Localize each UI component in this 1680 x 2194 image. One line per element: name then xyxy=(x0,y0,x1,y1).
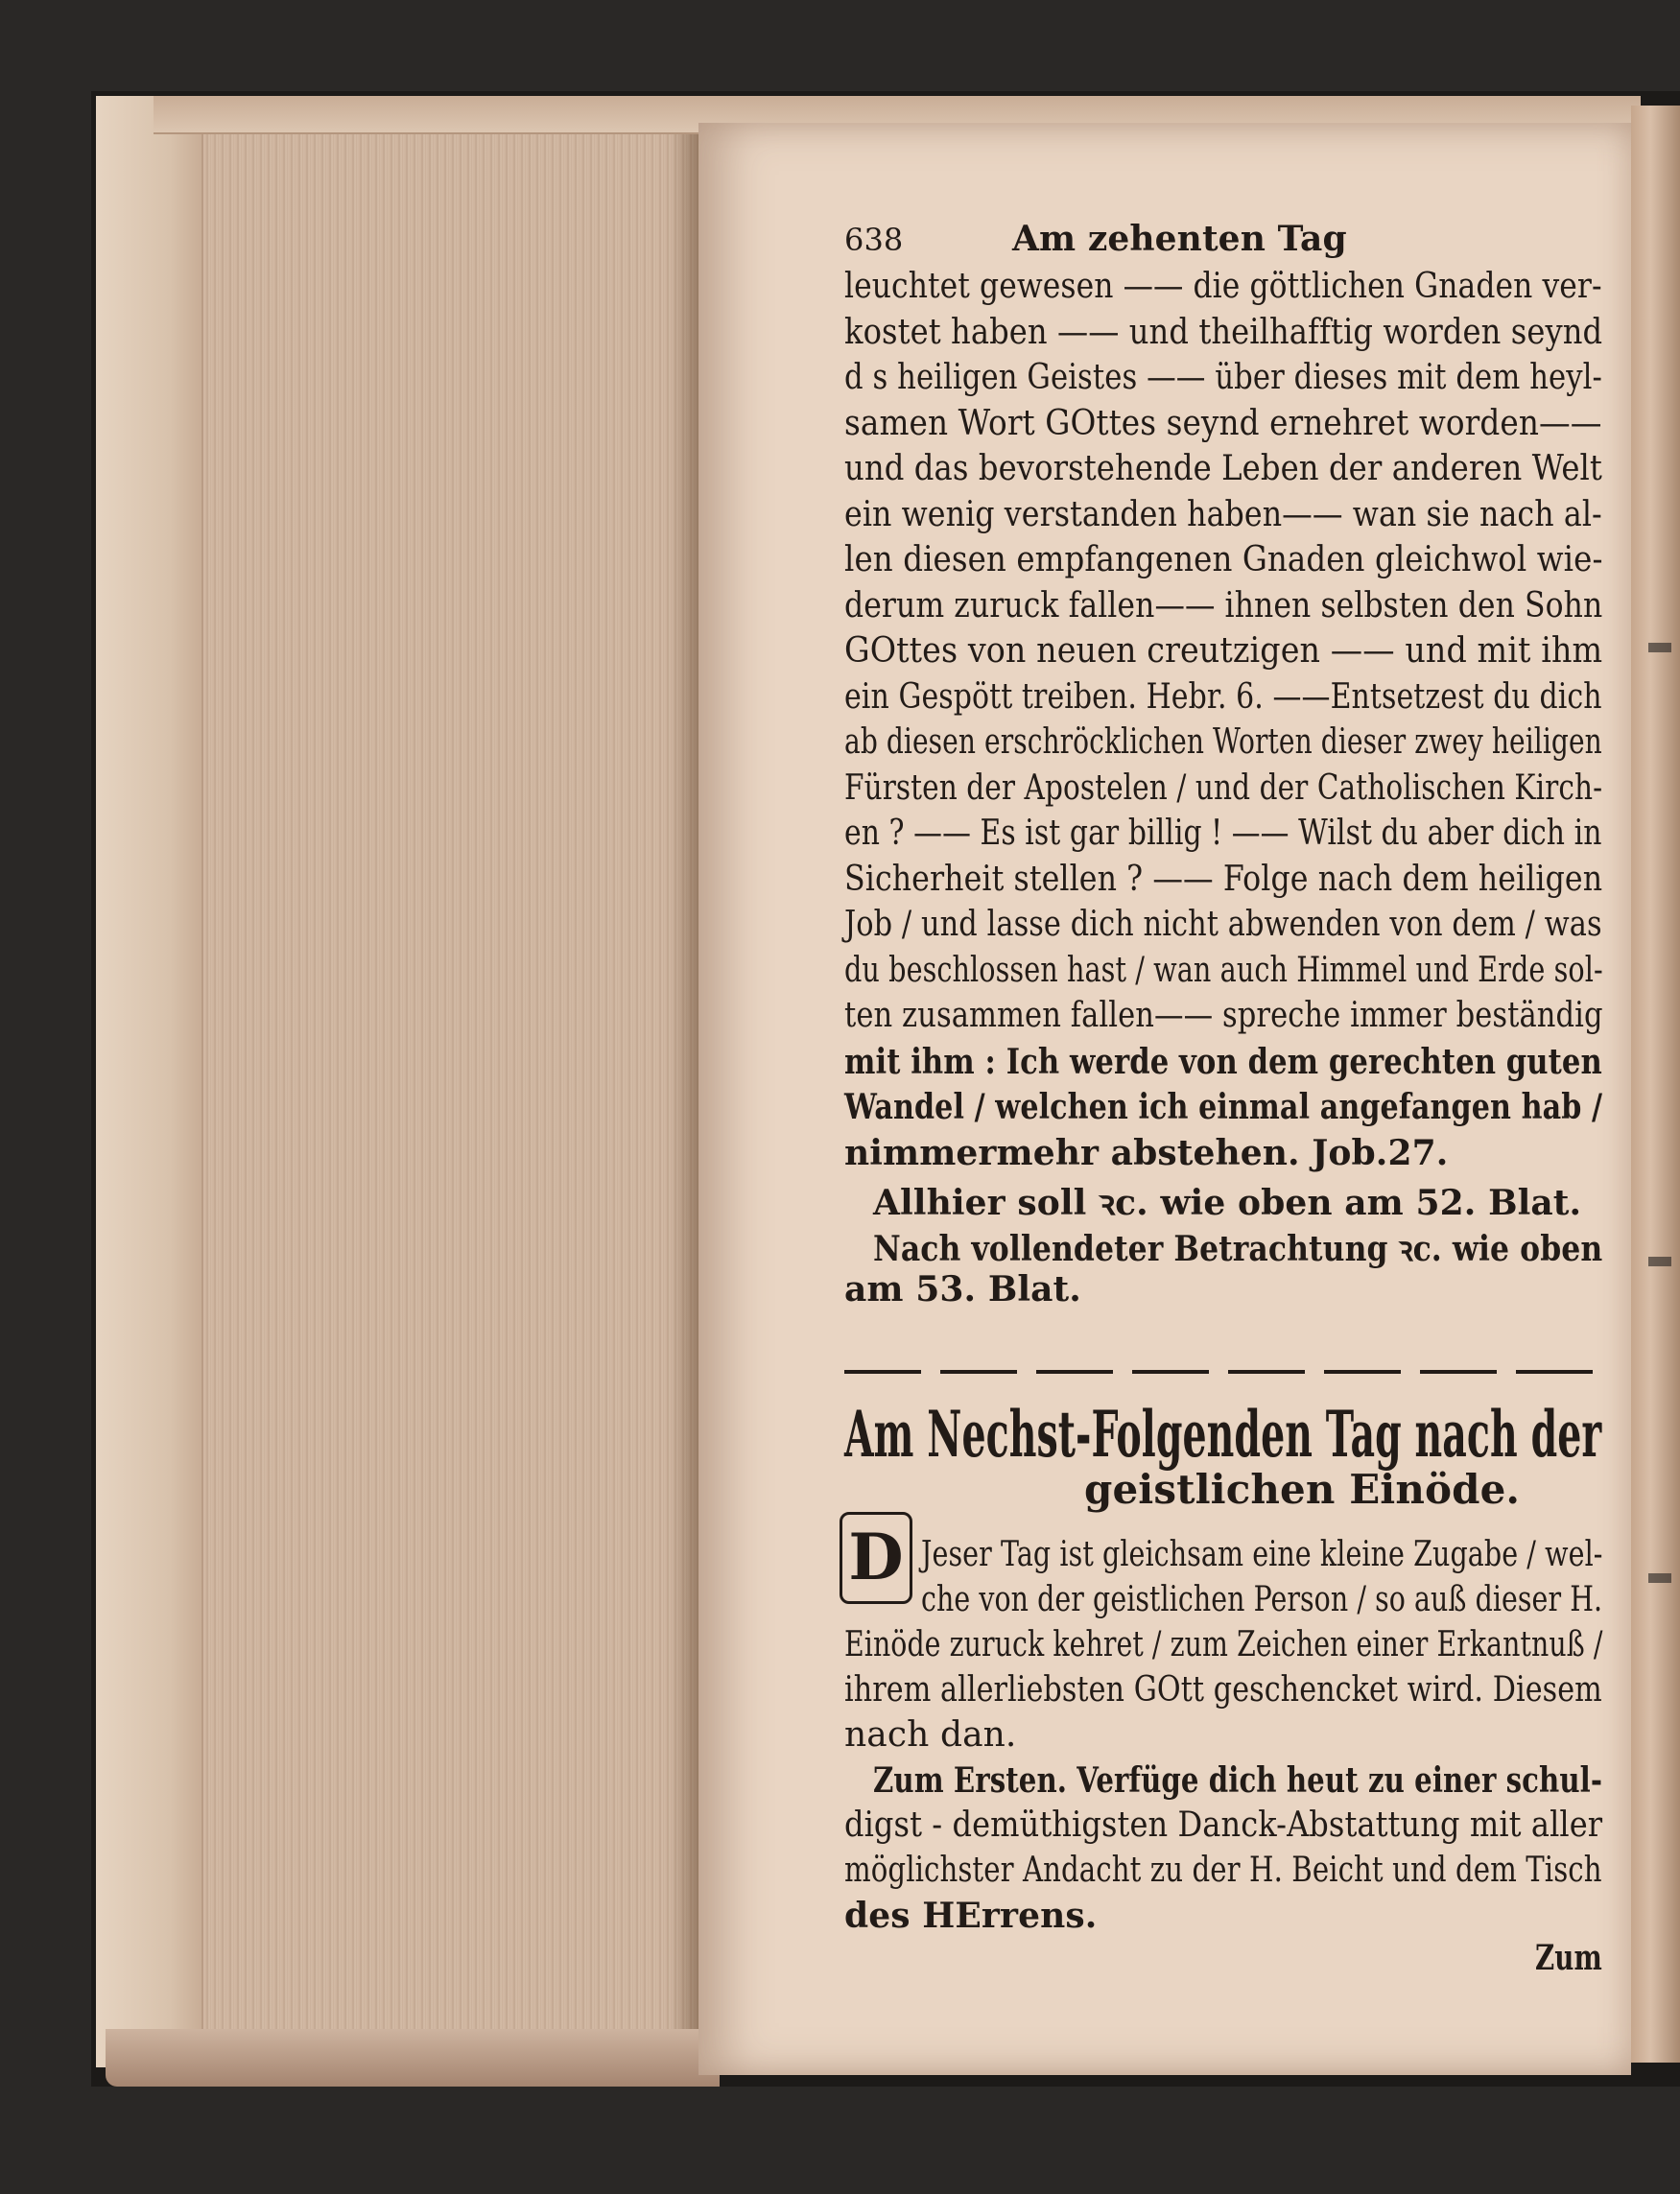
text-line: d s heiligen Geistes —— über dieses mit dem heyl- xyxy=(844,358,1602,397)
facing-page-strip xyxy=(1631,106,1680,2063)
text-line: Wandel / welchen ich einmal angefangen hab / xyxy=(844,1087,1603,1127)
section-title: Am Nechst-Folgenden Tag nach der xyxy=(844,1397,1602,1472)
text-line: möglichster Andacht zu der H. Beicht und dem Tisch xyxy=(844,1851,1602,1890)
running-header xyxy=(844,219,1347,259)
text-line: nimmermehr abstehen. Job.27. xyxy=(844,1132,1449,1173)
text-line: Fürsten der Apostelen / und der Catholischen Kirch- xyxy=(844,767,1603,808)
text-line: Zum Ersten. Verfüge dich heut zu einer schul- xyxy=(873,1760,1603,1801)
catchword: Zum xyxy=(1535,1938,1602,1978)
page-block-edges xyxy=(96,96,710,2067)
text-line: Allhier soll ꝛc. wie oben am 52. Blat. xyxy=(873,1183,1582,1223)
text-line: GOttes von neuen creutzigen —— und mit ihm xyxy=(844,631,1603,671)
text-line: Jeser Tag ist gleichsam eine kleine Zugabe / wel- xyxy=(921,1535,1603,1574)
text-line: Einöde zuruck kehret / zum Zeichen einer Erkantnuß / xyxy=(844,1625,1603,1664)
front-endpaper xyxy=(96,96,203,2067)
facing-page-mark xyxy=(1648,1257,1671,1266)
text-line: am 53. Blat. xyxy=(844,1269,1081,1309)
page-number: 638 xyxy=(844,222,904,258)
text-line: Sicherheit stellen ? —— Folge nach dem heiligen xyxy=(844,859,1603,899)
text-line: Nach vollendeter Betrachtung ꝛc. wie oben xyxy=(873,1228,1603,1269)
text-line: ein wenig verstanden haben—— wan sie nach al- xyxy=(844,494,1602,534)
text-line: ihrem allerliebsten GOtt geschencket wird. Diesem xyxy=(844,1670,1602,1710)
text-line: che von der geistlichen Person / so auß dieser H. xyxy=(921,1580,1603,1619)
drop-cap: D xyxy=(840,1512,912,1604)
text-line: len diesen empfangenen Gnaden gleichwol wie- xyxy=(844,540,1603,579)
text-line: leuchtet gewesen —— die göttlichen Gnaden ver- xyxy=(844,267,1602,306)
text-line: Job / und lasse dich nicht abwenden von dem / was xyxy=(844,905,1602,944)
text-line: nach dan. xyxy=(844,1715,1017,1755)
text-line: ten zusammen fallen—— spreche immer beständig xyxy=(844,996,1603,1035)
text-line: kostet haben —— und theilhafftig worden seynd xyxy=(844,312,1603,352)
section-divider-rule xyxy=(844,1370,1612,1374)
bottom-page-edge xyxy=(106,2029,720,2087)
text-line: ab diesen erschröcklichen Worten dieser zwey heiligen xyxy=(844,722,1602,762)
text-line: des HErrens. xyxy=(844,1896,1098,1936)
text-line: en ? —— Es ist gar billig ! —— Wilst du aber dich in xyxy=(844,814,1602,853)
text-line: du beschlossen hast / wan auch Himmel und Erde sol- xyxy=(844,950,1603,990)
text-line: samen Wort GOttes seynd ernehret worden—— xyxy=(844,403,1602,443)
text-line: und das bevorstehende Leben der anderen Welt xyxy=(844,449,1602,488)
text-line: digst - demüthigsten Danck-Abstattung mit aller xyxy=(844,1805,1603,1845)
section-subtitle: geistlichen Einöde. xyxy=(1084,1466,1521,1513)
facing-page-mark xyxy=(1648,643,1671,652)
text-line: mit ihm : Ich werde von dem gerechten guten xyxy=(844,1041,1602,1082)
facing-page-mark xyxy=(1648,1573,1671,1583)
text-line: derum zuruck fallen—— ihnen selbsten den Sohn xyxy=(844,585,1603,625)
text-line: ein Gespött treiben. Hebr. 6. ——Entsetzest du dich xyxy=(844,676,1602,717)
running-head: Am zehenten Tag xyxy=(1012,219,1347,259)
